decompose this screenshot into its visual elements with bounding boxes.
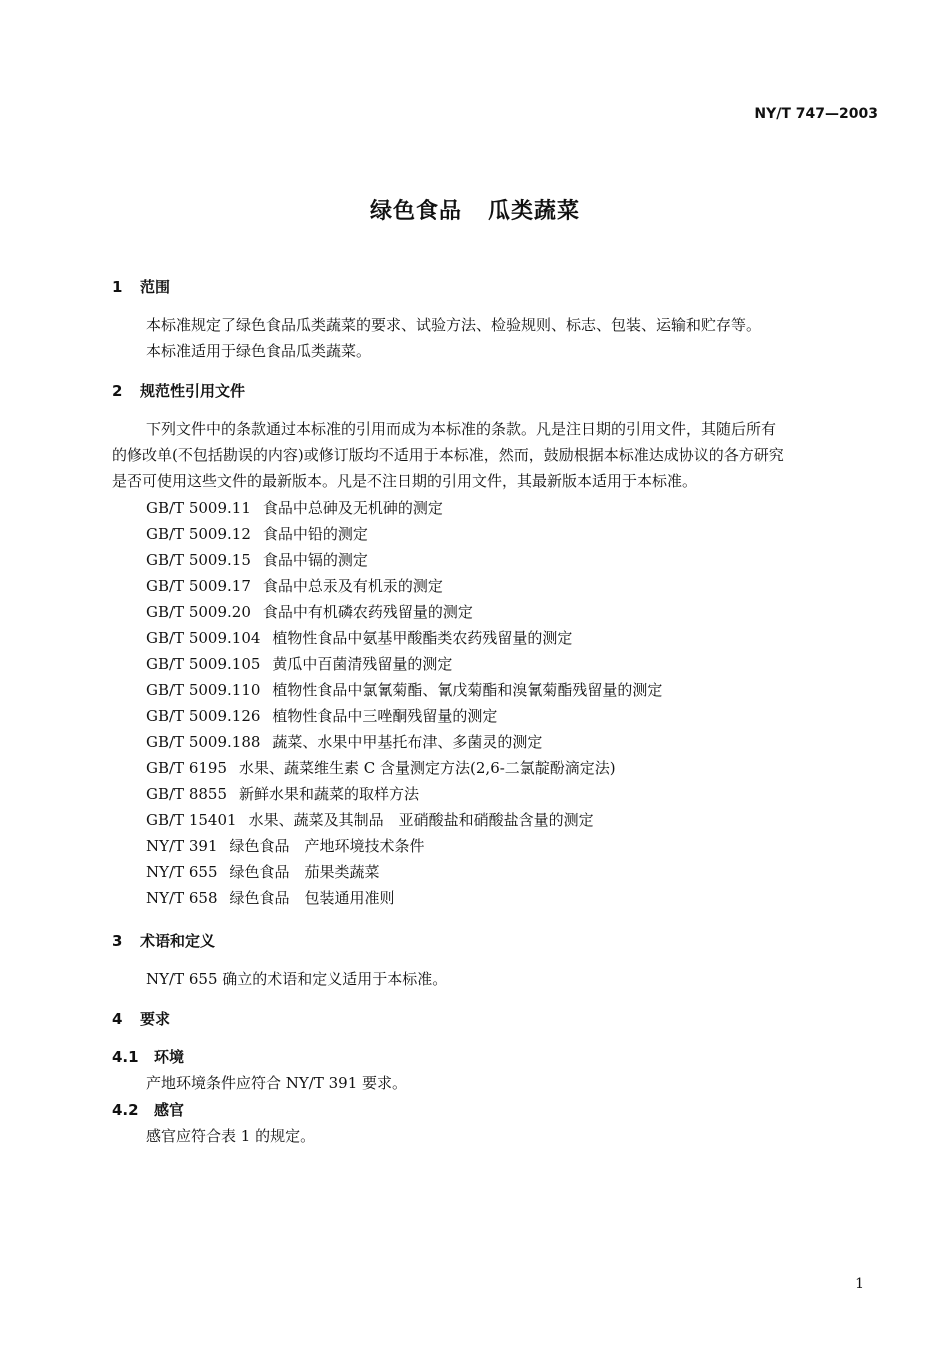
- reference-code: GB/T 5009.12: [146, 525, 251, 543]
- section-2-paragraph-line-2: 的修改单(不包括勘误的内容)或修订版均不适用于本标准，然而，鼓励根据本标准达成协议的各方研究: [112, 446, 784, 464]
- section-title: 术语和定义: [140, 932, 216, 950]
- section-title: 要求: [140, 1010, 171, 1028]
- reference-item: [146, 755, 662, 781]
- title-part2: 瓜类蔬菜: [488, 199, 581, 224]
- reference-title: 黄瓜中百菌清残留量的测定: [272, 655, 453, 673]
- reference-code: GB/T 5009.104: [146, 629, 261, 647]
- section-2-paragraph-line-3: 是否可使用这些文件的最新版本。凡是不注日期的引用文件，其最新版本适用于本标准。: [112, 472, 698, 490]
- reference-code: GB/T 8855: [146, 785, 228, 803]
- page-number: 1: [855, 1276, 864, 1292]
- reference-item: [146, 599, 662, 625]
- subsection-4-1-paragraph: 产地环境条件应符合 NY/T 391 要求。: [146, 1074, 408, 1092]
- section-1-paragraph-2: 本标准适用于绿色食品瓜类蔬菜。: [146, 342, 372, 360]
- reference-title: 绿色食品 茄果类蔬菜: [229, 863, 380, 881]
- reference-item: [146, 859, 662, 885]
- reference-title: 蔬菜、水果中甲基托布津、多菌灵的测定: [272, 733, 543, 751]
- subsection-number: 4.2: [112, 1101, 139, 1119]
- reference-title: 水果、蔬菜及其制品 亚硝酸盐和硝酸盐含量的测定: [248, 811, 594, 829]
- reference-item: [146, 495, 662, 521]
- reference-code: GB/T 5009.188: [146, 733, 261, 751]
- reference-title: 食品中总砷及无机砷的测定: [262, 499, 443, 517]
- section-number: 4: [112, 1010, 123, 1028]
- reference-item: [146, 521, 662, 547]
- section-title: 范围: [140, 278, 171, 296]
- section-number: 3: [112, 932, 123, 950]
- reference-title: 食品中铅的测定: [262, 525, 368, 543]
- reference-item: [146, 781, 662, 807]
- reference-item: [146, 703, 662, 729]
- reference-item: [146, 885, 662, 911]
- subsection-title: 感官: [154, 1101, 185, 1119]
- standard-code: NY/T 747—2003: [754, 106, 878, 122]
- reference-code: GB/T 5009.126: [146, 707, 261, 725]
- reference-title: 植物性食品中氨基甲酸酯类农药残留量的测定: [272, 629, 573, 647]
- reference-code: NY/T 658: [146, 889, 218, 907]
- reference-code: GB/T 5009.15: [146, 551, 251, 569]
- reference-code: GB/T 15401: [146, 811, 237, 829]
- section-title: 规范性引用文件: [140, 382, 246, 400]
- reference-title: 植物性食品中氯氰菊酯、氰戊菊酯和溴氰菊酯残留量的测定: [272, 681, 663, 699]
- reference-code: GB/T 6195: [146, 759, 228, 777]
- reference-item: [146, 573, 662, 599]
- reference-item: [146, 651, 662, 677]
- reference-title: 水果、蔬菜维生素 C 含量测定方法(2,6-二氯靛酚滴定法): [239, 759, 616, 777]
- section-number: 1: [112, 278, 123, 296]
- subsection-title: 环境: [154, 1048, 185, 1066]
- section-3-paragraph: NY/T 655 确立的术语和定义适用于本标准。: [146, 970, 448, 988]
- reference-code: NY/T 655: [146, 863, 218, 881]
- reference-code: GB/T 5009.20: [146, 603, 251, 621]
- reference-code: GB/T 5009.105: [146, 655, 261, 673]
- reference-code: GB/T 5009.110: [146, 681, 261, 699]
- reference-title: 绿色食品 产地环境技术条件: [229, 837, 425, 855]
- subsection-4-1-heading: [112, 1046, 184, 1067]
- subsection-4-2-heading: [112, 1099, 184, 1120]
- title-part1: 绿色食品: [369, 199, 462, 224]
- section-1-heading: [112, 276, 170, 297]
- section-2-heading: [112, 380, 245, 401]
- reference-item: [146, 547, 662, 573]
- section-2-paragraph-line-1: 下列文件中的条款通过本标准的引用而成为本标准的条款。凡是注日期的引用文件，其随后所有: [146, 420, 777, 438]
- reference-title: 新鲜水果和蔬菜的取样方法: [239, 785, 420, 803]
- reference-item: [146, 625, 662, 651]
- reference-list: [146, 495, 662, 911]
- reference-item: [146, 677, 662, 703]
- subsection-4-2-paragraph: 感官应符合表 1 的规定。: [146, 1127, 316, 1145]
- section-1-paragraph-1: 本标准规定了绿色食品瓜类蔬菜的要求、试验方法、检验规则、标志、包装、运输和贮存等。: [146, 316, 762, 334]
- section-4-heading: [112, 1008, 170, 1029]
- subsection-number: 4.1: [112, 1048, 139, 1066]
- reference-item: [146, 833, 662, 859]
- reference-item: [146, 729, 662, 755]
- reference-title: 食品中镉的测定: [262, 551, 368, 569]
- document-title: [0, 194, 950, 225]
- section-3-heading: [112, 930, 215, 951]
- reference-code: GB/T 5009.17: [146, 577, 251, 595]
- reference-code: GB/T 5009.11: [146, 499, 251, 517]
- reference-title: 食品中总汞及有机汞的测定: [262, 577, 443, 595]
- reference-code: NY/T 391: [146, 837, 218, 855]
- reference-title: 绿色食品 包装通用准则: [229, 889, 395, 907]
- reference-title: 食品中有机磷农药残留量的测定: [262, 603, 473, 621]
- reference-item: [146, 807, 662, 833]
- reference-title: 植物性食品中三唑酮残留量的测定: [272, 707, 498, 725]
- section-number: 2: [112, 382, 123, 400]
